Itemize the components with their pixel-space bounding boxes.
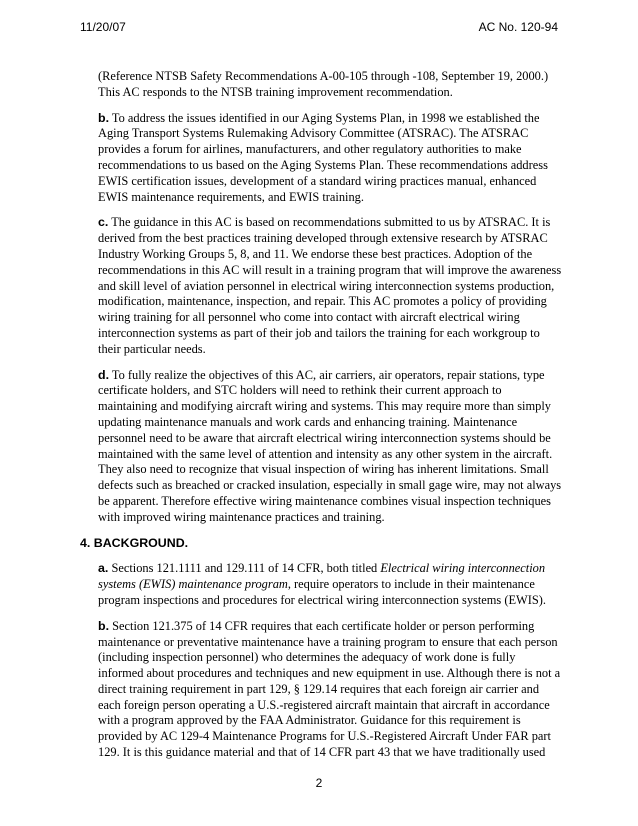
paragraph-d — [98, 368, 562, 526]
intro-paragraph: (Reference NTSB Safety Recommendations A-00-105 through -108, September 19, 2000.) This AC responds to the NTSB training improvement recommendation. — [98, 69, 549, 99]
paragraph-b — [98, 111, 562, 206]
paragraph-text: To fully realize the objectives of this AC, air carriers, air operators, repair stations, type certificate holders, and STC holders will need to rethink their current approach to maintaining and modifying aircraft wiring and systems. This may require more than simply updating maintenance manuals and work cards and enhancing training. Maintenance personnel need to be aware that aircraft electrical wiring interconnection systems should be maintained with the same level of attention and intensity as any other system in the aircraft. They also need to recognize that visual inspection of wiring has inherent limitations. Small defects such as breached or cracked insulation, especially in small gage wire, may not always be apparent. Therefore effective wiring maintenance combines visual inspection techniques with improved wiring maintenance practices and training. — [98, 367, 562, 524]
background-paragraph-b — [98, 619, 562, 761]
paragraph-text: , require operators to include in their maintenance program inspections and procedures for electrical wiring interconnection systems (EWIS). — [98, 577, 546, 607]
paragraph-text: Section 121.375 of 14 CFR requires that each certificate holder or person performing maintenance or preventative maintenance have a training program to ensure that each person (including inspection personnel) who determines the adequacy of work done is fully informed about procedures and techniques and new equipment in use. Although there is not a direct training requirement in part 129, § 129.14 requires that each foreign air carrier and each foreign person operating a U.S.-registered aircraft maintain that aircraft in accordance with a program approved by the FAA Administrator. Guidance for this requirement is provided by AC 129-4 Maintenance Programs for U.S.-Registered Aircraft Under FAR part 129. It is this guidance material and that of 14 CFR part 43 that we have traditionally used — [98, 618, 561, 760]
paragraph-c — [98, 215, 562, 357]
page-body — [80, 69, 562, 771]
header-date: 11/20/07 — [80, 20, 126, 34]
header-doc-id: AC No. 120-94 — [478, 20, 558, 34]
paragraph-text: The guidance in this AC is based on recommendations submitted to us by ATSRAC. It is derived from the best practices training developed through extensive research by ATSRAC Industry Working Groups 5, 8, and 11. We endorse these best practices. Adoption of the recommendations in this AC will result in a training program that will improve the awareness and skill level of aviation personnel in electrical wiring interconnection systems production, modification, maintenance, inspection, and repair. This AC promotes a policy of providing wiring training for all personnel who come into contact with aircraft electrical wiring interconnection systems as part of their job and tailors the training for each workgroup to their particular needs. — [98, 215, 562, 356]
background-paragraph-a — [98, 561, 562, 608]
section-heading-background: 4. BACKGROUND. — [80, 535, 189, 550]
paragraph-label: b. — [98, 618, 110, 633]
paragraph-label: a. — [98, 561, 109, 576]
regulation-title: Electrical wiring interconnection systems (EWIS) maintenance program — [98, 561, 546, 592]
paragraph-label: c. — [98, 215, 109, 230]
paragraph-label: d. — [98, 367, 110, 382]
paragraph-text: To address the issues identified in our Aging Systems Plan, in 1998 we established the Aging Transport Systems Rulemaking Advisory Committee (ATSRAC). The ATSRAC provides a forum for airlines, manufacturers, and other regulatory authorities to make recommendations to us based on the Aging Systems Plan. These recommendations address EWIS certification issues, development of a standard wiring practices manual, enhanced EWIS maintenance requirements, and EWIS training. — [98, 110, 548, 204]
paragraph-label: b. — [98, 110, 110, 125]
paragraph-text: Sections 121.1111 and 129.111 of 14 CFR, both titled — [108, 561, 381, 576]
page-number: 2 — [315, 776, 323, 790]
